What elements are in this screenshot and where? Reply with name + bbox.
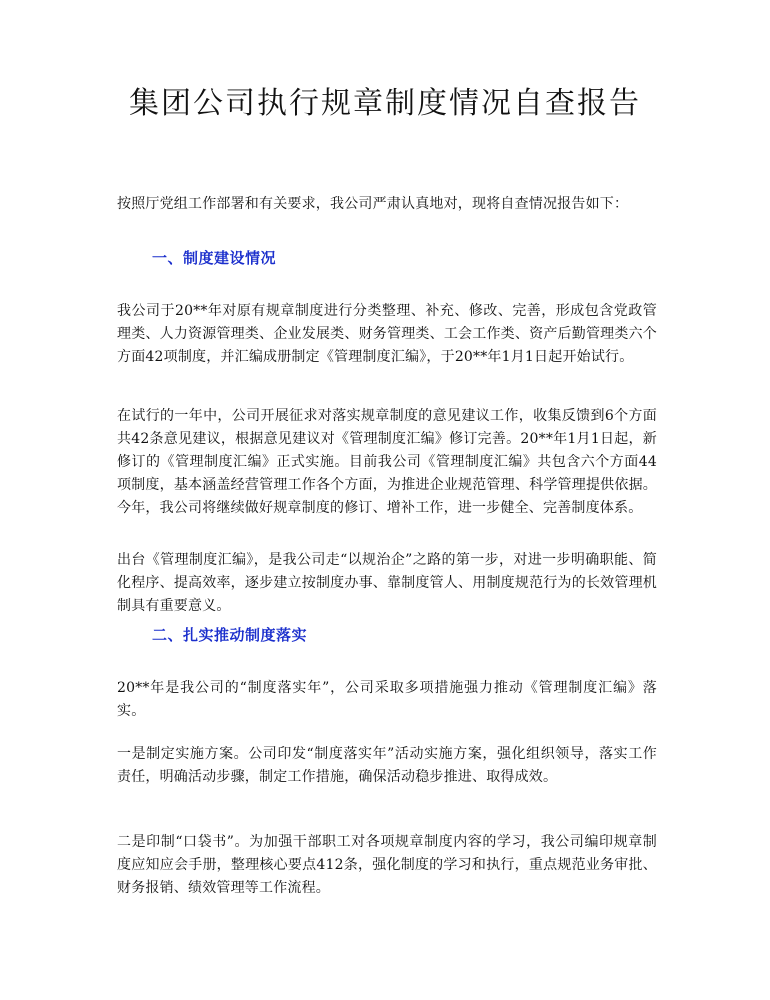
intro-paragraph: 按照厅党组工作部署和有关要求，我公司严肃认真地对，现将自查情况报告如下： <box>117 196 629 212</box>
body-paragraph: 二是印制“口袋书”。为加强干部职工对各项规章制度内容的学习，我公司编印规章制度应知应会手册，整理核心要点412条，强化制度的学习和执行，重点规范业务审批、财务报销、绩效管理等工作流程。 <box>117 834 657 896</box>
body-paragraph: 出台《管理制度汇编》，是我公司走“以规治企”之路的第一步，对进一步明确职能、简化程序、提高效率，逐步建立按制度办事、靠制度管人、用制度规范行为的长效管理机制具有重要意义。 <box>117 552 657 614</box>
section-heading-2: 二、扎实推动制度落实 <box>152 626 308 644</box>
body-paragraph: 我公司于20**年对原有规章制度进行分类整理、补充、修改、完善，形成包含党政管理类、人力资源管理类、企业发展类、财务管理类、工会工作类、资产后勤管理类六个方面42项制度，并汇编成册制定《管理制度汇编》，于20**年1月1日起开始试行。 <box>117 303 657 365</box>
body-paragraph: 在试行的一年中，公司开展征求对落实规章制度的意见建议工作，收集反馈到6个方面共42条意见建议，根据意见建议对《管理制度汇编》修订完善。20**年1月1日起，新修订的《管理制度汇编》正式实施。目前我公司《管理制度汇编》共包含六个方面44项制度，基本涵盖经营管理工作各个方面，为推进企业规范管理、科学管理提供依据。今年，我公司将继续做好规章制度的修订、增补工作，进一步健全、完善制度体系。 <box>117 408 657 516</box>
body-paragraph: 20**年是我公司的“制度落实年”，公司采取多项措施强力推动《管理制度汇编》落实。 <box>117 680 657 719</box>
section-heading-1: 一、制度建设情况 <box>152 249 277 267</box>
body-paragraph: 一是制定实施方案。公司印发“制度落实年”活动实施方案，强化组织领导，落实工作责任，明确活动步骤，制定工作措施，确保活动稳步推进、取得成效。 <box>117 746 657 785</box>
document-title: 集团公司执行规章制度情况自查报告 <box>129 86 641 121</box>
